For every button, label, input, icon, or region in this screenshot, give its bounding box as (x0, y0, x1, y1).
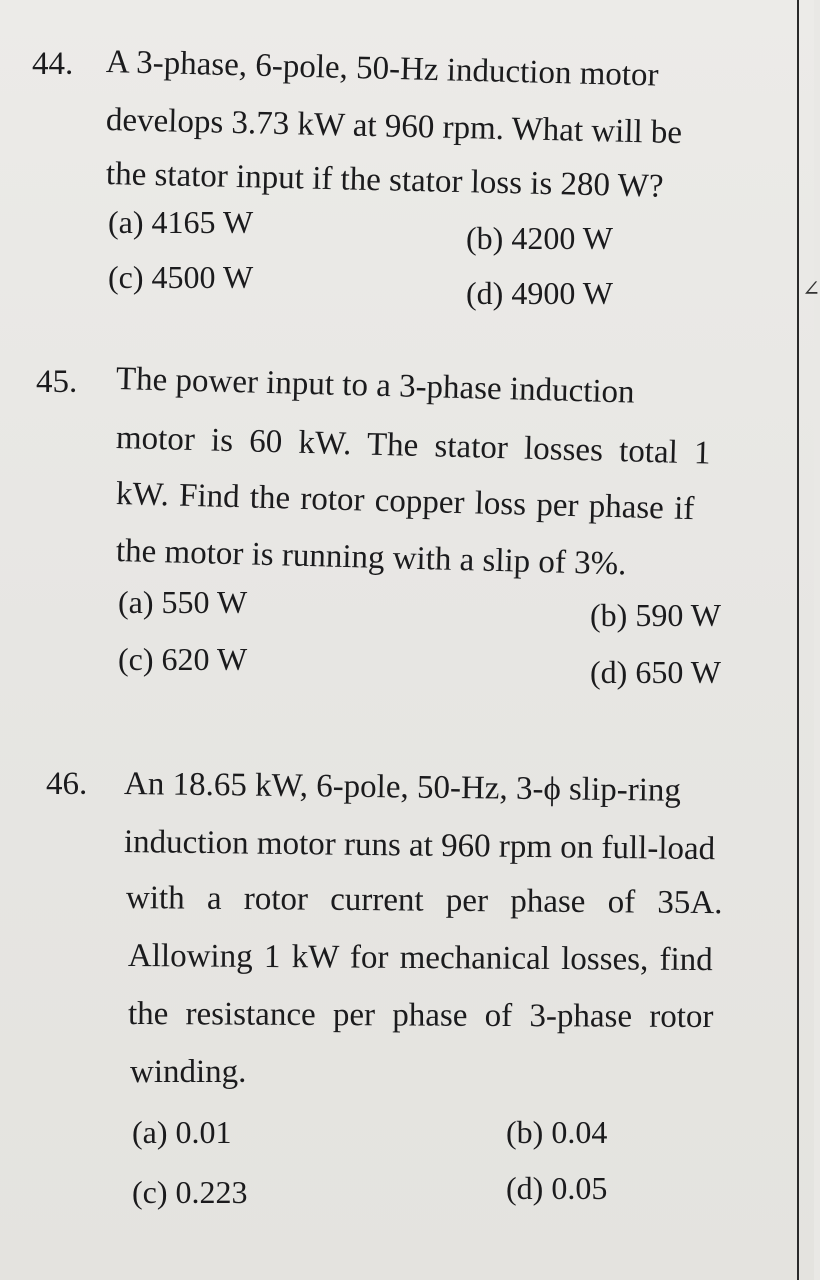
question-line: develops 3.73 kW at 960 rpm. What will be (105, 102, 683, 152)
option-d: (d) 0.05 (506, 1170, 608, 1206)
option-a: (a) 550 W (118, 584, 248, 620)
option-d: (d) 4900 W (466, 275, 613, 311)
question-line: the resistance per phase of 3-phase rotor (127, 996, 714, 1036)
question-line: motor is 60 kW. The stator losses total 1 (115, 420, 712, 472)
question-number: 44. (32, 46, 74, 82)
option-b: (b) 0.04 (506, 1114, 608, 1150)
option-d: (d) 650 W (590, 654, 721, 690)
option-c: (c) 620 W (118, 641, 248, 677)
question-line: with a rotor current per phase of 35A. (125, 880, 723, 922)
option-c: (c) 4500 W (108, 259, 254, 295)
question-line (116, 363, 751, 413)
option-a: (a) 4165 W (108, 204, 254, 240)
question-line: induction motor runs at 960 rpm on full-load (123, 824, 716, 868)
question-line: the stator input if the stator loss is 280 W? (105, 156, 664, 205)
question-line: the motor is running with a slip of 3%. (115, 533, 627, 583)
question-line: kW. Find the rotor copper loss per phase if (115, 476, 695, 528)
question-line: An 18.65 kW, 6-pole, 50-Hz, 3-ϕ slip-ring (123, 766, 682, 809)
question-number: 46. (46, 766, 88, 802)
question-line: Allowing 1 kW for mechanical losses, find (127, 938, 713, 979)
edge-mark: ∠ (802, 276, 820, 301)
line-text: The power input to a 3-phase induction (115, 361, 636, 411)
option-b: (b) 4200 W (466, 220, 613, 256)
option-c: (c) 0.223 (132, 1174, 248, 1210)
column-divider (797, 0, 799, 1280)
option-a: (a) 0.01 (132, 1114, 232, 1150)
option-b: (b) 590 W (590, 597, 721, 633)
question-line: A 3-phase, 6-pole, 50-Hz induction motor (105, 44, 659, 94)
question-line: winding. (130, 1054, 247, 1090)
question-number: 45. (36, 364, 78, 400)
